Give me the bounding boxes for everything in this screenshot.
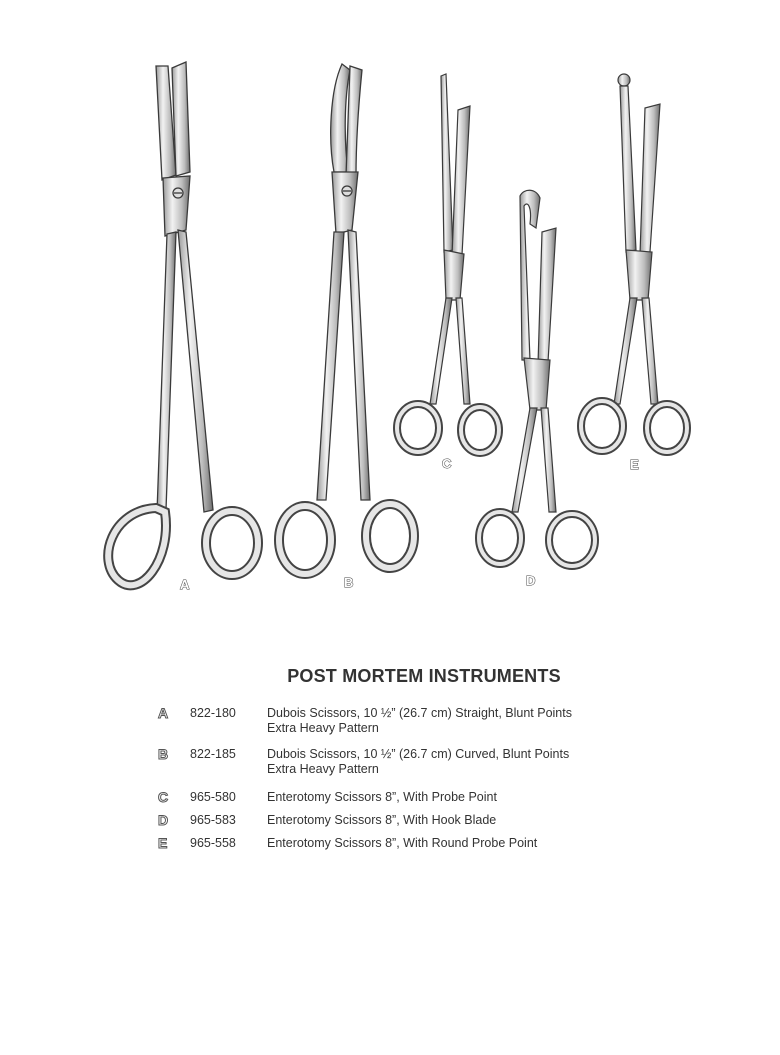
item-description-line: Extra Heavy Pattern: [267, 721, 379, 735]
item-description-line: Dubois Scissors, 10 ½” (26.7 cm) Straight, Blunt Points: [267, 706, 572, 720]
item-letter: B: [158, 746, 169, 762]
figure-label-c: C: [442, 456, 452, 471]
item-description: [267, 706, 707, 736]
item-code: 965-558: [190, 836, 236, 850]
figure-label-a: A: [180, 577, 190, 592]
figure-label-b: B: [344, 575, 354, 590]
scissors-c-image: [397, 74, 499, 453]
page-title: POST MORTEM INSTRUMENTS: [287, 666, 561, 686]
item-code: 822-185: [190, 747, 236, 761]
scissors-d-image: [479, 190, 595, 566]
item-letter: E: [158, 835, 168, 851]
item-letter: C: [158, 789, 169, 805]
figure-label-d: D: [526, 573, 536, 588]
figure-label-e: E: [630, 457, 639, 472]
item-description-line: Extra Heavy Pattern: [267, 762, 379, 776]
item-description-line: Dubois Scissors, 10 ½” (26.7 cm) Curved, Blunt Points: [267, 747, 570, 761]
item-description: Enterotomy Scissors 8”, With Hook Blade: [267, 813, 497, 827]
item-letter: A: [158, 705, 169, 721]
scissors-a-image: [108, 62, 258, 585]
scissors-e-image: [581, 74, 687, 452]
item-letter: D: [158, 812, 169, 828]
item-code: 822-180: [190, 706, 236, 720]
item-code: 965-583: [190, 813, 236, 827]
item-description: [267, 747, 707, 777]
scissors-b-image: [279, 64, 414, 574]
item-description: Enterotomy Scissors 8”, With Round Probe Point: [267, 836, 538, 850]
item-description: Enterotomy Scissors 8”, With Probe Point: [267, 790, 497, 804]
item-code: 965-580: [190, 790, 236, 804]
